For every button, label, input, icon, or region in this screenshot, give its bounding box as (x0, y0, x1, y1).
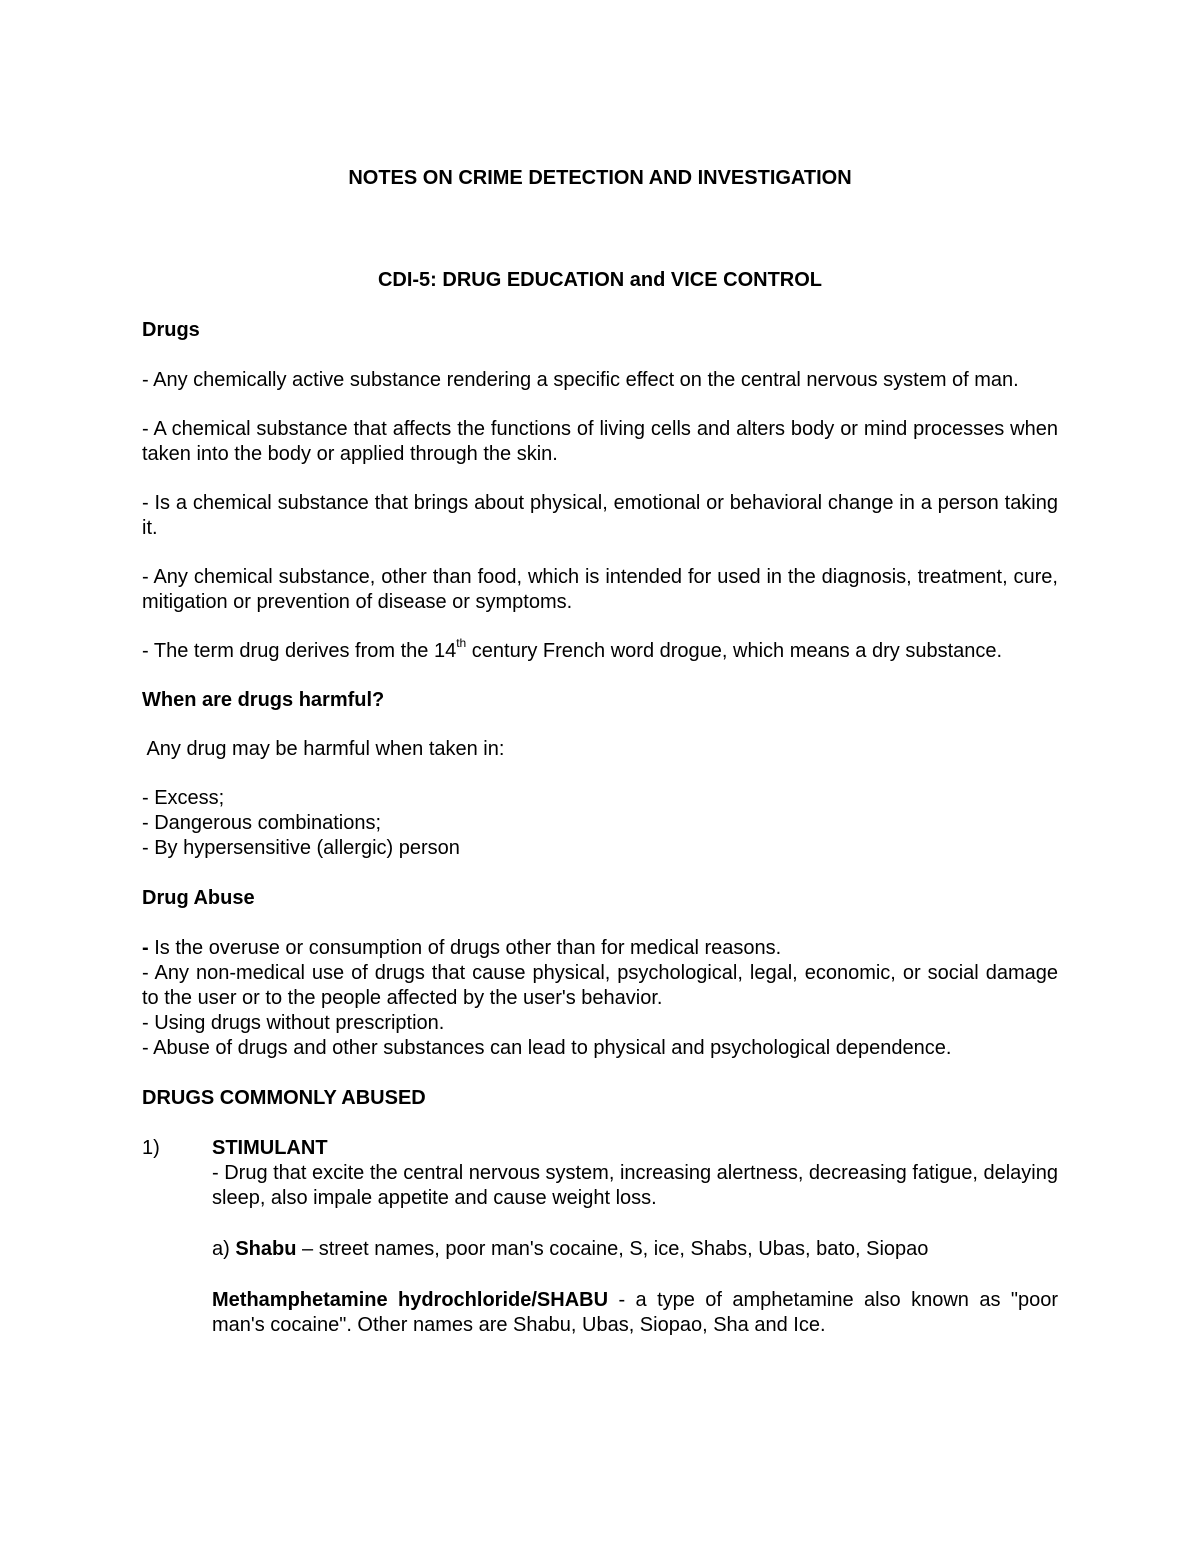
drugs-heading: Drugs (142, 319, 200, 341)
drugs-definition-4: - Any chemical substance, other than food, which is intended for used in the diagnosis, treatment, cure, mitigation or prevention of disease or symptoms. (142, 566, 1058, 613)
document-subtitle: CDI-5: DRUG EDUCATION and VICE CONTROL (377, 269, 823, 291)
etymology-before: - The term drug derives from the 14 (142, 640, 457, 662)
stimulant-body (212, 1136, 1058, 1338)
meth-text: - a type of amphetamine also known as "poor man's cocaine". Other names are Shabu, Ubas, Siopao, Sha and Ice. (212, 1289, 1058, 1336)
drugs-definition-2: - A chemical substance that affects the functions of living cells and alters body or mind processes when taken into the body or applied through the skin. (142, 418, 1058, 465)
harmful-heading: When are drugs harmful? (142, 689, 385, 711)
abuse-item-2: - Any non-medical use of drugs that cause physical, psychological, legal, economic, or social damage to the user or to the people affected by the user's behavior. (142, 962, 1058, 1009)
harmful-intro: Any drug may be harmful when taken in: (142, 738, 505, 760)
drugs-definition-1: - Any chemically active substance rendering a specific effect on the central nervous system of man. (142, 369, 1019, 391)
abuse-item-1 (142, 936, 1058, 961)
meth-name: Methamphetamine hydrochloride/SHABU (212, 1289, 609, 1311)
abuse-item-3: - Using drugs without prescription. (142, 1012, 445, 1034)
harmful-item-3: - By hypersensitive (allergic) person (142, 837, 460, 859)
stimulant-description: - Drug that excite the central nervous system, increasing alertness, decreasing fatigue, delaying sleep, also impale appetite and cause weight loss. (212, 1162, 1058, 1209)
abuse-heading: Drug Abuse (142, 887, 255, 909)
meth-entry (212, 1288, 1058, 1338)
abuse-item-4: - Abuse of drugs and other substances can lead to physical and psychological dependence. (142, 1037, 952, 1059)
abuse-item-1-dash: - (142, 937, 149, 959)
shabu-prefix: a) (212, 1238, 236, 1260)
commonly-abused-heading: DRUGS COMMONLY ABUSED (142, 1087, 426, 1109)
document-content (142, 166, 1058, 1338)
stimulant-number: 1) (142, 1137, 160, 1159)
drugs-definition-3: - Is a chemical substance that brings about physical, emotional or behavioral change in a person taking it. (142, 492, 1058, 539)
etymology-after: century French word drogue, which means a dry substance. (466, 640, 1003, 662)
abuse-item-1-text: Is the overuse or consumption of drugs other than for medical reasons. (148, 937, 782, 959)
drugs-etymology (142, 636, 1058, 664)
etymology-superscript: th (456, 636, 467, 651)
harmful-item-2: - Dangerous combinations; (142, 812, 382, 834)
stimulant-title: STIMULANT (212, 1137, 328, 1159)
shabu-name: Shabu (235, 1238, 297, 1260)
shabu-text: – street names, poor man's cocaine, S, ice, Shabs, Ubas, bato, Siopao (296, 1238, 929, 1260)
stimulant-section (142, 1136, 1058, 1338)
shabu-entry (212, 1237, 1058, 1262)
document-title: NOTES ON CRIME DETECTION AND INVESTIGATION (348, 167, 852, 189)
harmful-item-1: - Excess; (142, 787, 225, 809)
